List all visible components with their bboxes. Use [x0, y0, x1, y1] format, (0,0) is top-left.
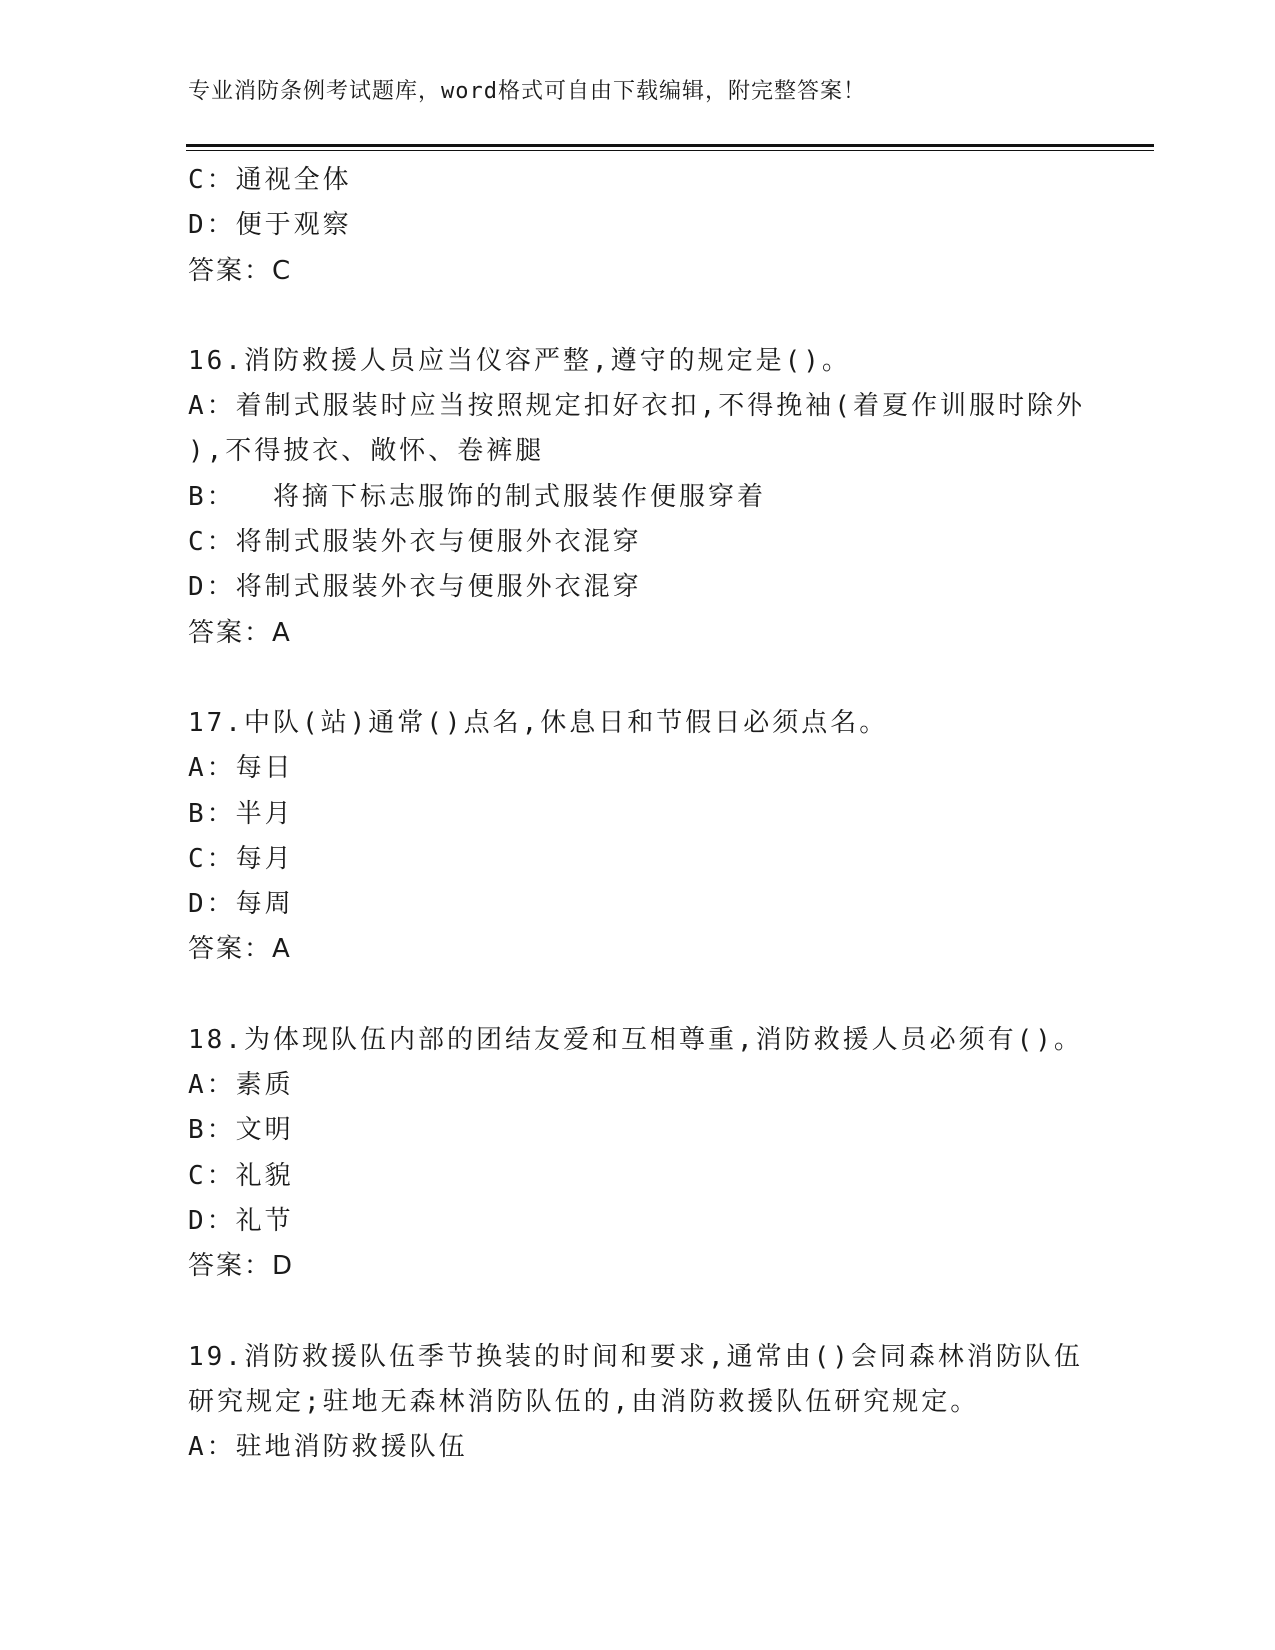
- page-header: 专业消防条例考试题库，word格式可自由下载编辑，附完整答案！: [188, 79, 866, 104]
- header-divider-thick: [186, 144, 1154, 147]
- option-b: B：半月: [188, 798, 294, 829]
- question-list: [188, 158, 1088, 1470]
- option-c: C：将制式服装外衣与便服外衣混穿: [188, 527, 642, 558]
- option-c: C：每月: [188, 843, 294, 874]
- question-stem-continued: 研究规定;驻地无森林消防队伍的,由消防救援队伍研究规定。: [188, 1386, 980, 1417]
- option-c: C：通视全体: [188, 165, 352, 195]
- answer: 答案：A: [188, 617, 292, 648]
- question-18: [188, 1018, 1088, 1290]
- question-stem: 17.中队(站)通常()点名,休息日和节假日必须点名。: [188, 707, 889, 738]
- option-c: C：礼貌: [188, 1160, 294, 1191]
- question-stem: 19.消防救援队伍季节换装的时间和要求,通常由()会同森林消防队伍: [188, 1341, 1083, 1372]
- option-a: A：素质: [188, 1070, 294, 1101]
- option-a: A：着制式服装时应当按照规定扣好衣扣,不得挽袖(着夏作训服时除外: [188, 391, 1085, 422]
- option-d: D：每周: [188, 889, 294, 920]
- option-a: A：每日: [188, 753, 294, 784]
- question-stem: 18.为体现队伍内部的团结友爱和互相尊重,消防救援人员必须有()。: [188, 1024, 1083, 1055]
- question-16: [188, 339, 1088, 656]
- answer: 答案：C: [188, 255, 293, 286]
- option-a-continued: ),不得披衣、敞怀、卷裤腿: [188, 436, 545, 467]
- question-17: [188, 701, 1088, 973]
- question-stem: 16.消防救援人员应当仪容严整,遵守的规定是()。: [188, 345, 851, 376]
- answer: 答案：D: [188, 1251, 295, 1282]
- option-a: A：驻地消防救援队伍: [188, 1432, 468, 1463]
- question-19: [188, 1335, 1088, 1471]
- option-d: D：便于观察: [188, 210, 352, 241]
- answer: 答案：A: [188, 934, 292, 965]
- header-divider-thin: [186, 150, 1154, 151]
- question-15-tail: [188, 158, 1088, 294]
- option-b: B： 将摘下标志服饰的制式服装作便服穿着: [188, 481, 766, 512]
- option-b: B：文明: [188, 1115, 294, 1146]
- option-d: D：将制式服装外衣与便服外衣混穿: [188, 572, 642, 603]
- option-d: D：礼节: [188, 1205, 294, 1236]
